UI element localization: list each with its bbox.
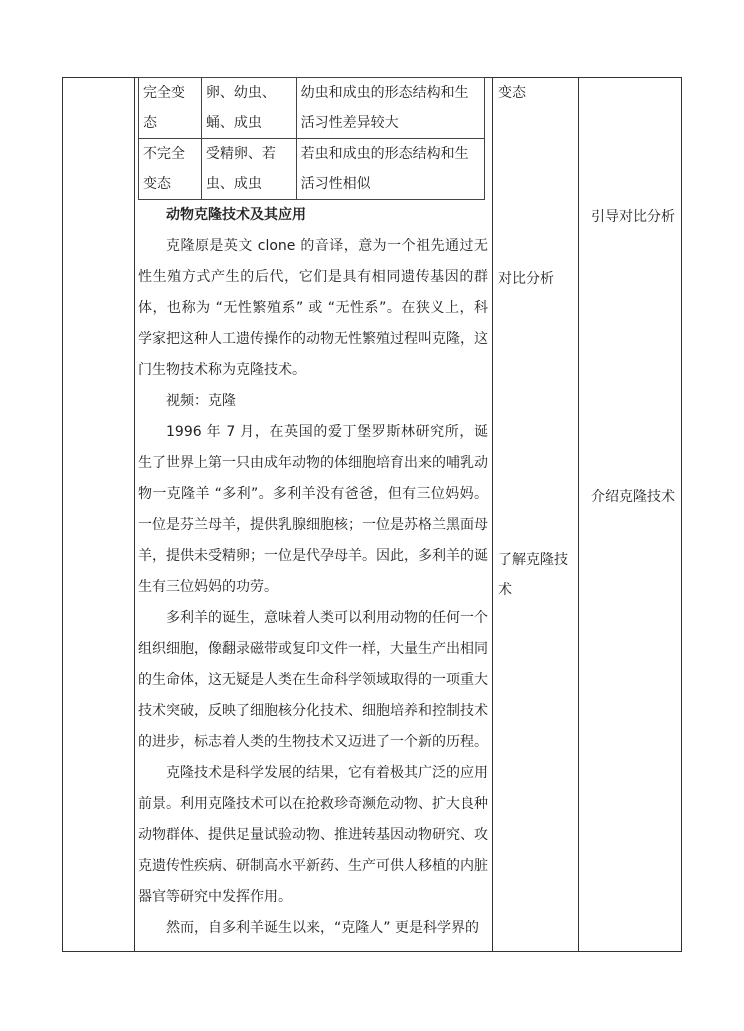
- paragraph-clone-applications: 克隆技术是科学发展的结果，它有着极其广泛的应用前景。利用克隆技术可以在抢救珍奇濒危动物、扩大良种动物群体、提供足量试验动物、推进转基因动物研究、攻克遗传性疾病、研制高水平新药、生产可供人移植的内脏器官等研究中发挥作用。: [138, 765, 488, 905]
- paragraph-clone-human: 然而，自多利羊诞生以来，“克隆人” 更是科学界的: [166, 920, 479, 936]
- development-stages: 受精卵、若虫、成虫: [201, 139, 296, 200]
- video-label: 视频：克隆: [166, 393, 236, 409]
- design-intent-note: 介绍克隆技术: [591, 489, 675, 505]
- metamorphosis-type: 不完全变态: [139, 139, 202, 200]
- paragraph-dolly-significance: 多利羊的诞生，意味着人类可以利用动物的任何一个组织细胞，像翻录磁带或复印文件一样，大量生产出相同的生命体，这无疑是人类在生命科学领域取得的一项重大技术突破，反映了细胞核分化技术、细胞培养和控制技术的进步，标志着人类的生物技术又迈进了一个新的历程。: [138, 610, 488, 750]
- stage-feature: 若虫和成虫的形态结构和生活习性相似: [296, 139, 484, 200]
- table-border-left: [62, 77, 63, 952]
- table-row: [139, 139, 485, 200]
- main-content-cell: [134, 77, 492, 944]
- student-activity-note: 变态: [498, 85, 526, 101]
- student-activity-note: 对比分析: [498, 271, 554, 287]
- section-heading: 动物克隆技术及其应用: [166, 207, 306, 223]
- stage-feature: 幼虫和成虫的形态结构和生活习性差异较大: [296, 78, 484, 139]
- table-border-col3: [578, 77, 579, 952]
- metamorphosis-type: 完全变态: [139, 78, 202, 139]
- table-row: [139, 78, 485, 139]
- table-border-bottom: [62, 951, 682, 952]
- table-border-col2: [492, 77, 493, 952]
- development-stages: 卵、幼虫、蛹、成虫: [201, 78, 296, 139]
- metamorphosis-table: [138, 77, 485, 200]
- paragraph-clone-definition: 克隆原是英文 clone 的音译，意为一个祖先通过无性生殖方式产生的后代，它们是具有相同遗传基因的群体，也称为 “无性繁殖系” 或 “无性系”。在狭义上，科学家把这种人工遗传操作的动物无性繁殖过程叫克隆，这门生物技术称为克隆技术。: [138, 238, 488, 378]
- student-activity-note: 了解克隆技术: [498, 552, 568, 598]
- design-intent-note: 引导对比分析: [591, 209, 675, 225]
- paragraph-dolly-birth: 1996 年 7 月，在英国的爱丁堡罗斯林研究所，诞生了世界上第一只由成年动物的体细胞培育出来的哺乳动物一克隆羊 “多利”。多利羊没有爸爸，但有三位妈妈。一位是芬兰母羊，提供乳腺细胞核；一位是苏格兰黑面母羊，提供未受精卵；一位是代孕母羊。因此，多利羊的诞生有三位妈妈的功劳。: [138, 424, 488, 595]
